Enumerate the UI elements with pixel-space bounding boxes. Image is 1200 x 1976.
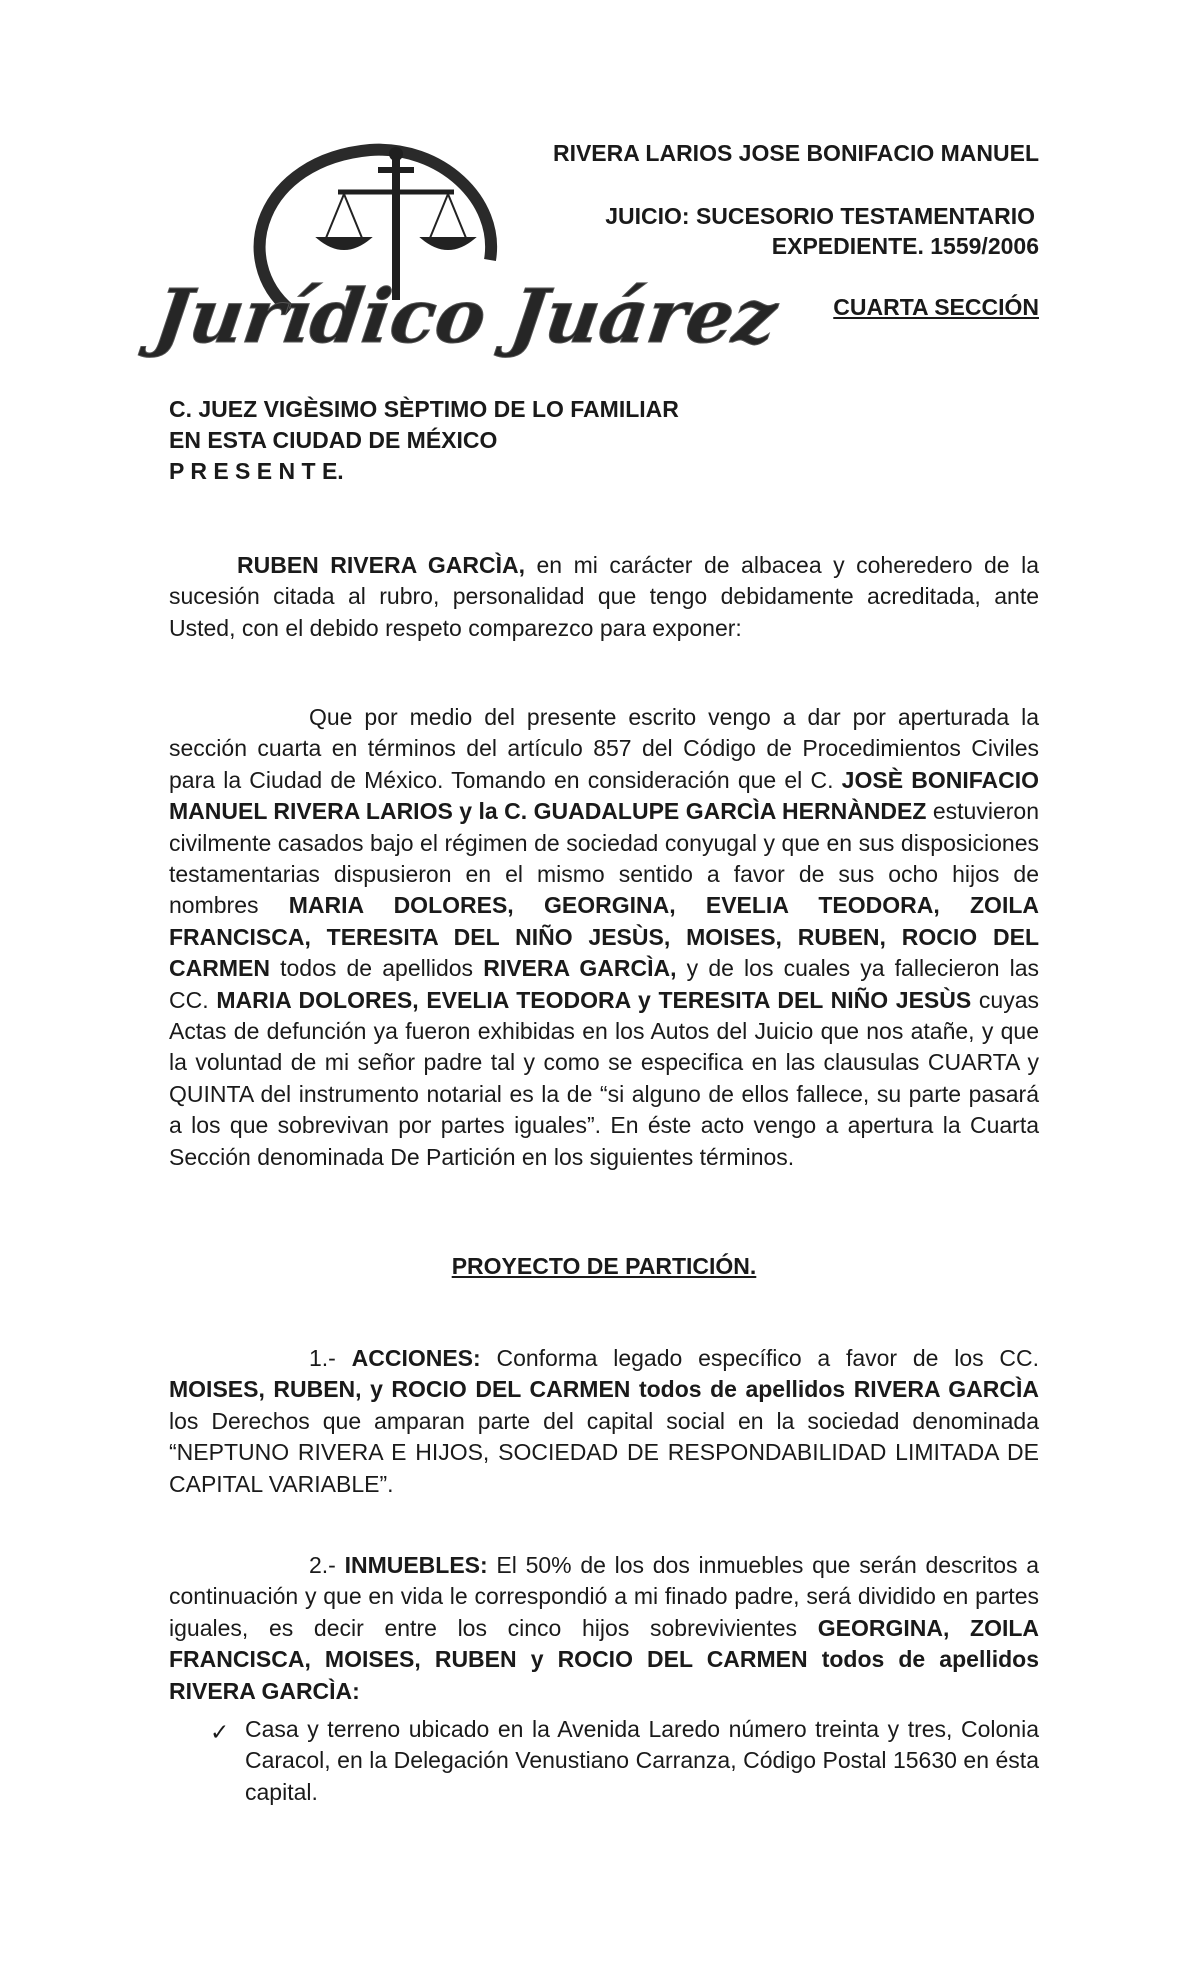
case-type: JUICIO: SUCESORIO TESTAMENTARIO	[605, 203, 1035, 229]
item-inmuebles: 2.- INMUEBLES: El 50% de los dos inmuebles que serán descritos a continuación y que en vida le correspondió a mi finado padre, será dividido en partes iguales, es decir entre los cinco hijos sobrevivientes GEORGINA, ZOILA FRANCISCA, MOISES, RUBEN y ROCIO DEL CARMEN todos de apellidos RIVERA GARCÌA:	[169, 1552, 1040, 1704]
body-paragraph: Que por medio del presente escrito vengo a dar por aperturada la sección cuarta en términos del artículo 857 del Código de Procedimientos Civiles para la Ciudad de México. Tomando en consideración que el C. JOSÈ BONIFACIO MANUEL RIVERA LARIOS y la C. GUADALUPE GARCÌA HERNÀNDEZ estuvieron civilmente casados bajo el régimen de sociedad conyugal y que en sus disposiciones testamentarias dispusieron en el mismo sentido a favor de sus ocho hijos de nombres MARIA DOLORES, GEORGINA, EVELIA TEODORA, ZOILA FRANCISCA, TERESITA DEL NIÑO JESÙS, MOISES, RUBEN, ROCIO DEL CARMEN todos de apellidos RIVERA GARCÌA, y de los cuales ya fallecieron las CC. MARIA DOLORES, EVELIA TEODORA y TERESITA DEL NIÑO JESÙS cuyas Actas de defunción ya fueron exhibidas en los Autos del Juicio que nos atañe, y que la voluntad de mi señor padre tal y como se especifica en las clausulas CUARTA y QUINTA del instrumento notarial es la de “si alguno de ellos fallece, su parte pasará a los que sobrevivan por partes iguales”. En éste acto vengo a apertura la Cuarta Sección denominada De Partición en los siguientes términos.	[169, 704, 1040, 1170]
addressee-block	[169, 394, 679, 487]
case-file-number: EXPEDIENTE. 1559/2006	[771, 233, 1039, 259]
petitioner-name: RUBEN RIVERA GARCÌA,	[237, 552, 525, 578]
checkmark-icon: ✓	[210, 1719, 230, 1745]
addressee-city: EN ESTA CIUDAD DE MÉXICO	[169, 427, 498, 453]
property-item: Casa y terreno ubicado en la Avenida Laredo número treinta y tres, Colonia Caracol, en la Delegación Venustiano Carranza, Código Postal 15630 en ésta capital.	[245, 1716, 1039, 1805]
intro-paragraph: RUBEN RIVERA GARCÌA, en mi carácter de albacea y coheredero de la sucesión citada al rubro, personalidad que tengo debidamente acreditada, ante Usted, con el debido respeto comparezco para exponer:	[169, 552, 1040, 641]
law-firm-logo	[149, 140, 783, 378]
section-title: PROYECTO DE PARTICIÓN.	[451, 1253, 757, 1279]
section-label: CUARTA SECCIÓN	[833, 294, 1039, 320]
addressee-present: P R E S E N T E.	[169, 458, 344, 484]
addressee-judge: C. JUEZ VIGÈSIMO SÈPTIMO DE LO FAMILIAR	[169, 396, 679, 422]
case-party-name: RIVERA LARIOS JOSE BONIFACIO MANUEL	[552, 140, 1039, 166]
item-acciones: 1.- ACCIONES: Conforma legado específico a favor de los CC. MOISES, RUBEN, y ROCIO DEL CARMEN todos de apellidos RIVERA GARCÌA los Derechos que amparan parte del capital social en la sociedad denominada “NEPTUNO RIVERA E HIJOS, SOCIEDAD DE RESPONDABILIDAD LIMITADA DE CAPITAL VARIABLE”.	[169, 1345, 1040, 1497]
logo-wordmark: Jurídico Juárez	[149, 272, 783, 360]
